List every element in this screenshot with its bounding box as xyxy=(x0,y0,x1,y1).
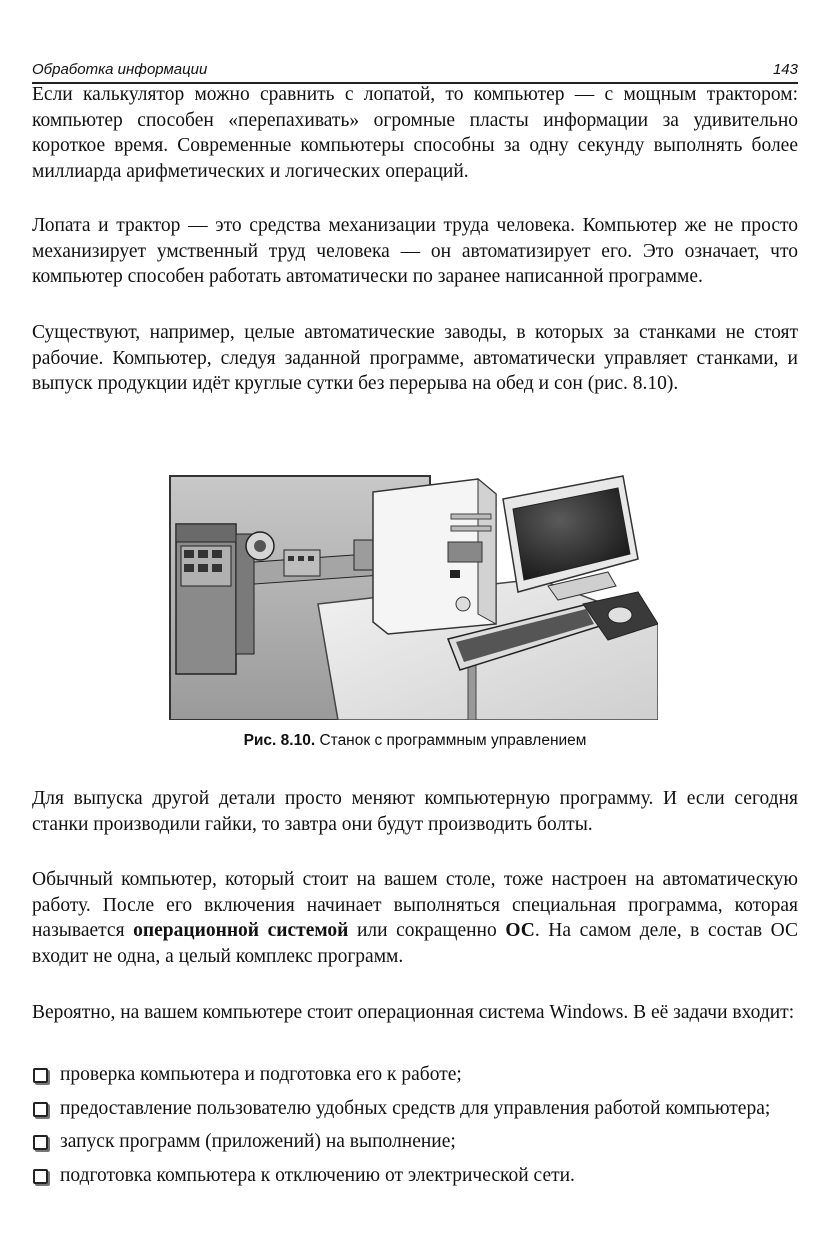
paragraph-2: Лопата и трактор — это средства механизации труда человека. Компьютер же не просто механизирует умственный труд человека — он автоматизирует его. Это означает, что компьютер способен работать автоматически по заранее написанной программе. xyxy=(32,215,798,287)
paragraph-5-text-c: . На самом деле, в состав ОС входит не одна, а целый комплекс программ. xyxy=(32,920,799,967)
system-unit-icon xyxy=(373,479,496,634)
term-operating-system: операционной системой xyxy=(133,920,349,941)
checkbox-bullet-icon xyxy=(33,1102,48,1117)
list-item xyxy=(32,1096,798,1122)
paragraph-4: Для выпуска другой детали просто меняют компьютерную программу. И если сегодня станки производили гайки, то завтра они будут производить болты. xyxy=(32,788,798,835)
figure-cnc-machine xyxy=(168,474,658,720)
paragraph-6: Вероятно, на вашем компьютере стоит операционная система Windows. В её задачи входит: xyxy=(32,1002,795,1023)
checkbox-bullet-icon xyxy=(33,1068,48,1083)
figure-label: Рис. 8.10. xyxy=(243,732,316,749)
paragraph-5-text-a: Обычный компьютер, который стоит на вашем столе, тоже настроен на автоматическую работу. После его включения начинает выполняться специальная программа, которая называется xyxy=(32,869,798,941)
os-tasks-list xyxy=(32,1062,798,1196)
figure-caption xyxy=(32,732,798,750)
list-item-text: предоставление пользователю удобных средств для управления работой компьютера; xyxy=(60,1097,771,1119)
checkbox-bullet-icon xyxy=(33,1135,48,1150)
term-os: ОС xyxy=(505,920,535,941)
paragraph-1: Если калькулятор можно сравнить с лопатой, то компьютер — с мощным трактором: компьютер способен «перепахивать» огромные пласты информации за удивительно короткое время. Современные компьютеры способны за одну секунду выполнять более миллиарда арифметических и логических операций. xyxy=(32,84,798,182)
list-item xyxy=(32,1062,798,1088)
list-item-text: запуск программ (приложений) на выполнение; xyxy=(60,1131,456,1152)
running-header xyxy=(32,60,798,84)
list-item xyxy=(32,1129,798,1155)
checkbox-bullet-icon xyxy=(33,1169,48,1184)
figure-caption-text: Станок с программным управлением xyxy=(315,732,587,749)
paragraph-5-text-b: или сокращенно xyxy=(348,920,506,941)
cnc-illustration xyxy=(168,474,658,720)
page-number: 143 xyxy=(772,61,798,78)
monitor-icon xyxy=(503,476,638,600)
paragraph-5 xyxy=(32,867,798,969)
paragraph-3: Существуют, например, целые автоматические заводы, в которых за станками не стоят рабочие. Компьютер, следуя заданной программе, автоматически управляет станками, и выпуск продукции идёт круглые сутки без перерыва на обед и сон (рис. 8.10). xyxy=(32,322,798,394)
list-item-text: проверка компьютера и подготовка его к работе; xyxy=(60,1064,462,1085)
chapter-title: Обработка информации xyxy=(32,61,208,78)
list-item-text: подготовка компьютера к отключению от электрической сети. xyxy=(60,1164,575,1186)
list-item xyxy=(32,1163,798,1189)
